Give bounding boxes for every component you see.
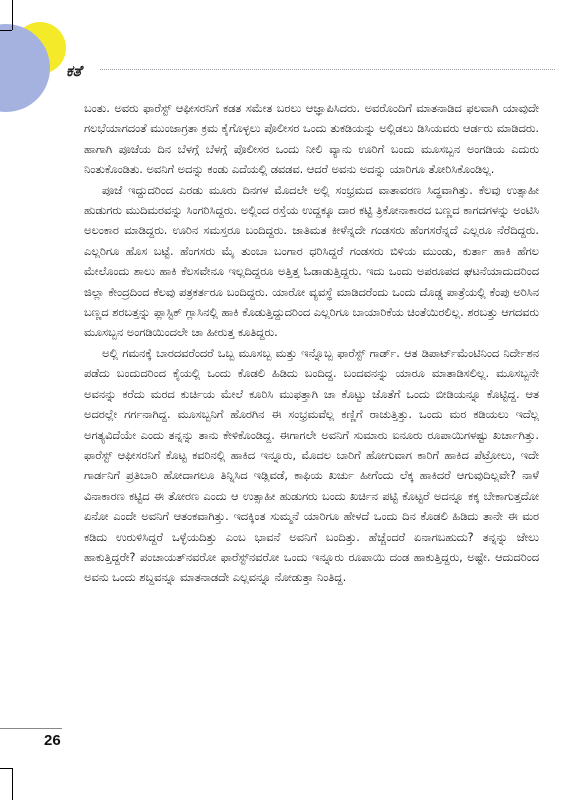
page-number: 26	[44, 732, 61, 749]
paragraph: ಬಂತು. ಅವರು ಫಾರೆಸ್ಟ್ ಆಫೀಸರನಿಗೆ ಕಡತ ಸಮೇತ ಬರಲು ಆಜ್ಞಾಪಿಸಿದರು. ಅವರೊಂದಿಗೆ ಮಾತನಾಡಿದ ಫಲವಾಗಿ ಯಾವುದೇ ಗಲಭೆಯಾಗದಂತೆ ಮುಂಜಾಗ್ರತಾ ಕ್ರಮ ಕೈಗೊಳ್ಳಲು ಪೊಲೀಸರ ಒಂದು ತುಕಡಿಯನ್ನು ಅಲ್ಲಿಡಲು ಡಿಸಿಯವರು ಆರ್ಡರು ಮಾಡಿದರು. ಹಾಗಾಗಿ ಪೂಜೆಯ ದಿನ ಬೆಳಗ್ಗೆ ಬೆಳಗ್ಗೆ ಪೊಲೀಸರ ಒಂದು ನೀಲಿ ವ್ಯಾನು ಊರಿಗೆ ಬಂದು ಮೂಸಬ್ಬನ ಅಂಗಡಿಯ ಎದುರು ನಿಂತುಕೊಂಡಿತು. ಅವನಿಗೆ ಅದನ್ನು ಕಂಡು ಎದೆಯಲ್ಲಿ ಡವಡವ. ಆದರೆ ಅವನು ಅದನ್ನು ಯಾರಿಗೂ ತೋರಿಸಿಕೊಂಡಿಲ್ಲ.	[84, 102, 539, 177]
paragraph: ಪೂಜೆ ಇದ್ದುದರಿಂದ ಎರಡು ಮೂರು ದಿನಗಳ ಮೊದಲೇ ಅಲ್ಲಿ ಸಂಭ್ರಮದ ವಾತಾವರಣ ಸಿದ್ಧವಾಗಿತ್ತು. ಕೆಲವು ಉತ್ಸಾಹೀ ಹುಡುಗರು ಮುದಿಮರವನ್ನು ಸಿಂಗರಿಸಿದ್ದರು. ಅಲ್ಲಿಂದ ರಸ್ತೆಯ ಉದ್ದಕ್ಕೂ ದಾರ ಕಟ್ಟಿ ತ್ರಿಕೋನಾಕಾರದ ಬಣ್ಣದ ಕಾಗದಗಳನ್ನು ಅಂಟಿಸಿ ಅಲಂಕಾರ ಮಾಡಿದ್ದರು. ಊರಿನ ಸಮಸ್ತರೂ ಬಂದಿದ್ದರು. ಜಾತಿಮತ ಕೀಳೆನ್ನದೇ ಗಂಡಸರು ಹೆಂಗಸರೆನ್ನದೆ ಎಲ್ಲರೂ ನೆರೆದಿದ್ದರು. ಎಲ್ಲರಿಗೂ ಹೊಸ ಬಟ್ಟೆ. ಹೆಂಗಸರು ಮೈ ತುಂಬಾ ಬಂಗಾರ ಧರಿಸಿದ್ದರೆ ಗಂಡಸರು ಬಿಳಿಯ ಮುಂಡು, ಕುರ್ತಾ ಹಾಕಿ ಹೆಗಲ ಮೇಲೊಂದು ಶಾಲು ಹಾಕಿ ಕೆಲಸವೇನೂ ಇಲ್ಲದಿದ್ದರೂ ಅತ್ತಿತ್ತ ಓಡಾಡುತ್ತಿದ್ದರು. ಇದು ಒಂದು ಅಪರೂಪದ ಘಟನೆಯಾದುದರಿಂದ ಜಿಲ್ಲಾ ಕೇಂದ್ರದಿಂದ ಕೆಲವು ಪತ್ರಕರ್ತರೂ ಬಂದಿದ್ದರು. ಯಾರೋ ವ್ಯವಸ್ಥೆ ಮಾಡಿದರೆಂದು ಒಂದು ದೊಡ್ಡ ಪಾತ್ರೆಯಲ್ಲಿ ಕೆಂಪು ಅರಿಸಿನ ಬಣ್ಣದ ಶರಬತ್ತನ್ನು ಪ್ಲಾಸ್ಟಿಕ್ ಗ್ಲಾಸಿನಲ್ಲಿ ಹಾಕಿ ಕೊಡುತ್ತಿದ್ದುದರಿಂದ ಎಲ್ಲರಿಗೂ ಬಾಯಾರಿಕೆಯ ಚಿಂತೆಯಿರಲಿಲ್ಲ. ಶರಬತ್ತು ಆಗದವರು ಮೂಸಬ್ಬನ ಅಂಗಡಿಯಿಂದಲೇ ಚಾ ಹೀರುತ್ತ ಕೂತಿದ್ದರು.	[84, 183, 539, 340]
story-body	[84, 99, 539, 589]
footer-rule	[0, 728, 62, 729]
header-dotted-rule	[100, 69, 555, 70]
crop-mark-top-horizontal	[0, 30, 12, 31]
crop-mark-top-vertical	[12, 0, 13, 30]
paragraph: ಅಲ್ಲಿ ಗಮನಕ್ಕೆ ಬಾರದವರೆಂದರೆ ಒಬ್ಬ ಮೂಸಬ್ಬ ಮತ್ತು ಇನ್ನೊಬ್ಬ ಫಾರೆಸ್ಟ್ ಗಾರ್ಡ್. ಆತ ಡಿಪಾರ್ಟ್‌ಮೆಂಟಿನಿಂದ ನಿರ್ದೇಶನ ಪಡೆದು ಬಂದುದರಿಂದ ಕೈಯಲ್ಲಿ ಒಂದು ಕೊಡಲಿ ಹಿಡಿದು ಬಂದಿದ್ದ. ಬಂದವನನ್ನು ಯಾರೂ ಮಾತಾಡಿಸಲಿಲ್ಲ. ಮೂಸಬ್ಬನೇ ಅವನನ್ನು ಕರೆದು ಮರದ ಕುರ್ಚಿಯ ಮೇಲೆ ಕೂರಿಸಿ ಮುಫತ್ತಾಗಿ ಚಾ ಕೊಟ್ಟು ಜೊತೆಗೆ ಒಂದು ಬೀಡಿಯನ್ನೂ ಕೊಟ್ಟಿದ್ದ. ಆತ ಅದರಲ್ಲೇ ಗರ್ಗನಾಗಿದ್ದ. ಮೂಸಬ್ಬನಿಗೆ ಹೊರಗಿನ ಈ ಸಂಭ್ರಮವೆಲ್ಲ ಕಣ್ಣಿಗೆ ರಾಚುತ್ತಿತ್ತು. ಒಂದು ಮರ ಕಡಿಯಲು ಇದೆಲ್ಲ ಅಗತ್ಯವಿದೆಯೇ ಎಂದು ತನ್ನನ್ನು ತಾನು ಕೇಳಿಕೊಂಡಿದ್ದ. ಈಗಾಗಲೇ ಅವನಿಗೆ ಸುಮಾರು ಐನೂರು ರೂಪಾಯಿಗಳಷ್ಟು ಖರ್ಚಾಗಿತ್ತು. ಫಾರೆಸ್ಟ್ ಆಫೀಸರನಿಗೆ ಕೊಟ್ಟ ಕವರಿನಲ್ಲಿ ಹಾಕಿದ ಇನ್ನೂರು, ಮೊದಲ ಬಾರಿಗೆ ಹೋಗುವಾಗ ಕಾರಿಗೆ ಹಾಕಿದ ಪೆಟ್ರೋಲು, ಇದೇ ಗಾರ್ಡನಿಗೆ ಪ್ರತಿಬಾರಿ ಹೋದಾಗಲೂ ತಿನ್ನಿಸಿದ ಇಡ್ಲಿವಡೆ, ಕಾಫಿಯ ಖರ್ಚು ಹೀಗೆಂದು ಲೆಕ್ಕ ಹಾಕಿದರೆ ಆಗುವುದಿಲ್ಲವೇ? ನಾಳೆ ವಿನಾಕಾರಣ ಕಟ್ಟಿದ ಈ ತೋರಣ ಎಂದು ಆ ಉತ್ಸಾಹೀ ಹುಡುಗರು ಬಂದು ಖರ್ಚಿನ ಪಟ್ಟಿ ಕೊಟ್ಟರೆ ಅದನ್ನೂ ಕಕ್ಕ ಬೇಕಾಗುತ್ತದೋ ಏನೋ ಎಂದೇ ಅವನಿಗೆ ಆತಂಕವಾಗಿತ್ತು. ಇದಕ್ಕಿಂತ ಸುಮ್ಮನೆ ಯಾರಿಗೂ ಹೇಳದೆ ಒಂದು ದಿನ ಕೊಡಲಿ ಹಿಡಿದು ತಾನೇ ಈ ಮರ ಕಡಿದು ಉರುಳಿಸಿದ್ದರೆ ಒಳ್ಳೆಯದಿತ್ತು ಎಂಬ ಭಾವನೆ ಅವನಿಗೆ ಬಂದಿತ್ತು. ಹೆಚ್ಚೆಂದರೆ ಏನಾಗಬಹುದು? ತನ್ನನ್ನು ಜೇಲು ಹಾಕುತ್ತಿದ್ದರೇ? ಪಂಚಾಯತ್‌ನವರೋ ಫಾರೆಸ್ಟ್‌ನವರೋ ಒಂದು ಇನ್ನೂರು ರೂಪಾಯಿ ದಂಡ ಹಾಕುತ್ತಿದ್ದರು, ಅಷ್ಟೇ. ಆದುದರಿಂದ ಅವನು ಒಂದು ಶಬ್ದವನ್ನೂ ಮಾತನಾಡದೇ ಎಲ್ಲವನ್ನೂ ನೋಡುತ್ತಾ ನಿಂತಿದ್ದ.	[84, 346, 539, 585]
section-label: ಕತೆ	[66, 62, 82, 80]
crop-mark-bottom-horizontal	[0, 768, 12, 769]
crop-mark-bottom-vertical	[12, 768, 13, 800]
